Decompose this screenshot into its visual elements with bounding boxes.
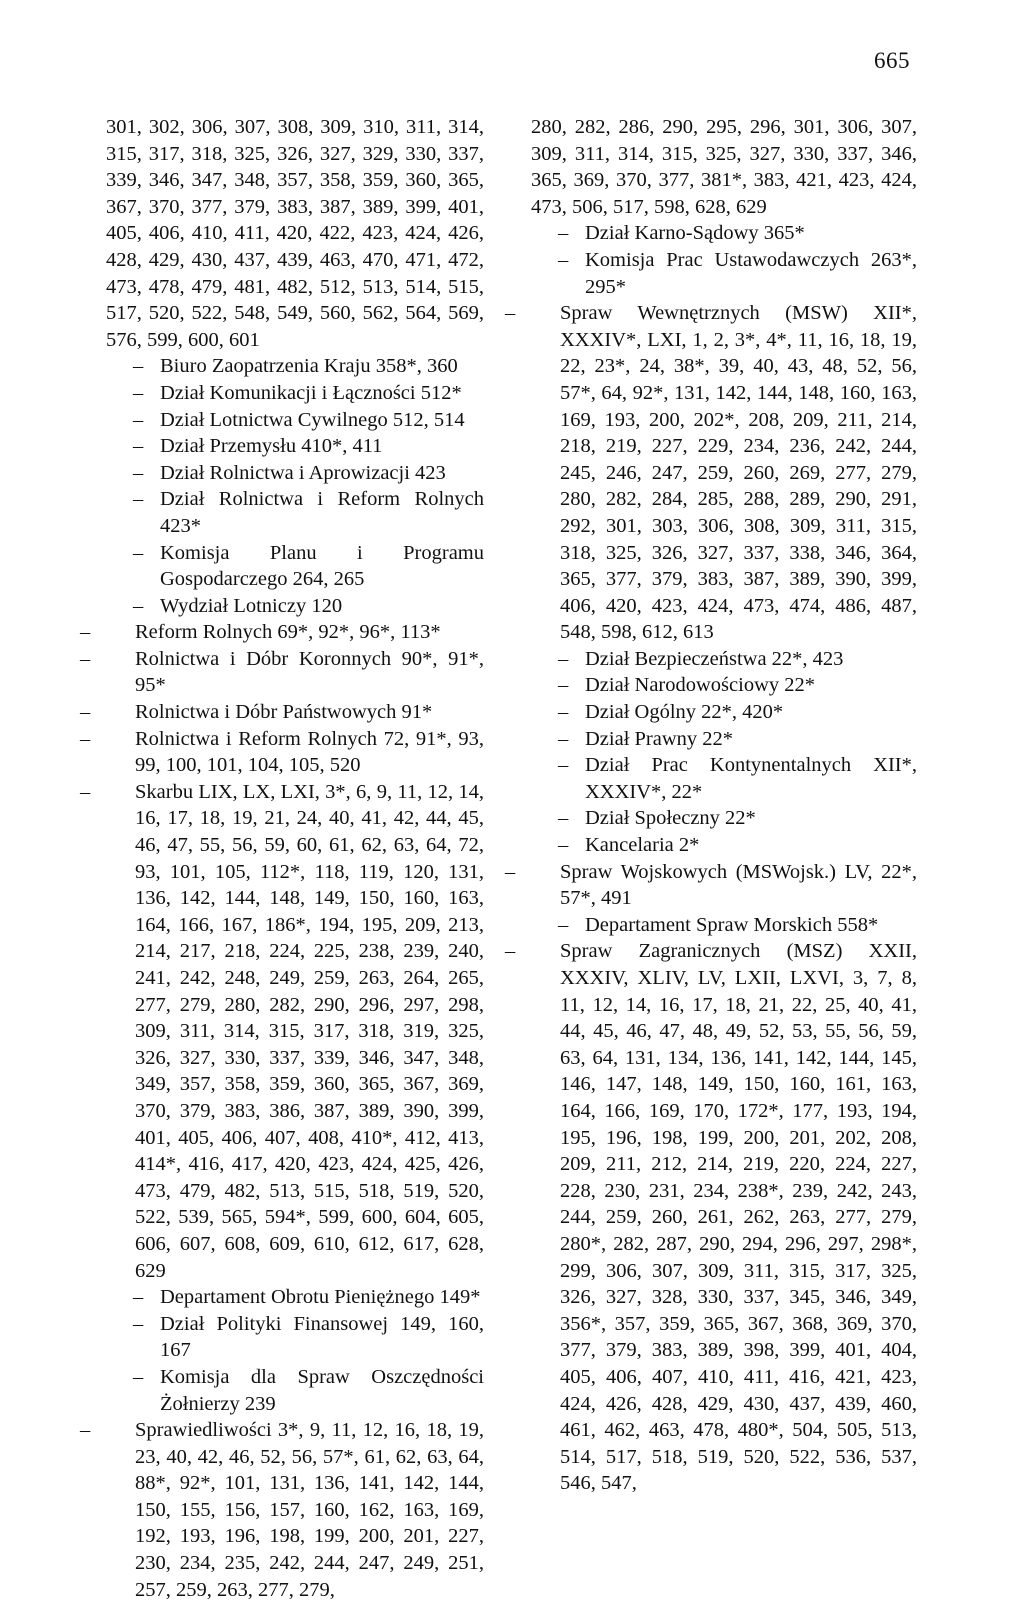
entry-text: 280, 282, 286, 290, 295, 296, 301, 306, 307, 309, 311, 314, 315, 325, 327, 330, 337, 346, 365, 369, 370, 377, 381*, 383, 421, 423, 424, 473, 506, 517, 598, 628, 629 <box>531 116 917 218</box>
index-entry <box>80 779 484 1284</box>
index-entry <box>531 832 917 859</box>
index-entry <box>531 247 917 300</box>
entry-text: Komisja Prac Ustawodawczych 263*, 295* <box>585 248 917 298</box>
entry-text: Wydział Lotniczy 120 <box>160 594 343 617</box>
entry-text: Spraw Wojskowych (MSWojsk.) LV, 22*, 57*, 491 <box>560 860 917 910</box>
index-entry <box>531 672 917 699</box>
entry-text: Dział Komunikacji i Łączności 512* <box>160 381 462 404</box>
index-entry <box>531 726 917 753</box>
entry-dash: – <box>505 860 516 883</box>
entry-dash: – <box>505 940 516 963</box>
entry-text: Komisja Planu i Programu Gospodarczego 264, 265 <box>160 541 484 591</box>
entry-text: Rolnictwa i Dóbr Koronnych 90*, 91*, 95* <box>135 647 484 697</box>
index-entry <box>106 433 484 460</box>
entry-text: Dział Prawny 22* <box>585 727 734 750</box>
index-column-left <box>80 114 484 1603</box>
entry-dash: – <box>558 834 569 857</box>
entry-dash: – <box>558 913 569 936</box>
entry-dash: – <box>133 1312 144 1335</box>
page-number: 665 <box>874 48 910 73</box>
entry-dash: – <box>558 807 569 830</box>
index-entry <box>80 699 484 726</box>
entry-dash: – <box>558 701 569 724</box>
index-column-right <box>505 114 917 1497</box>
entry-text: Reform Rolnych 69*, 92*, 96*, 113* <box>135 621 441 644</box>
index-entry <box>505 300 917 646</box>
index-entry <box>106 114 484 353</box>
index-entry <box>505 938 917 1496</box>
index-entry <box>106 1284 484 1311</box>
entry-text: Dział Narodowościowy 22* <box>585 674 816 697</box>
entry-text: Dział Społeczny 22* <box>585 807 756 830</box>
entry-dash: – <box>133 381 144 404</box>
entry-text: Dział Polityki Finansowej 149, 160, 167 <box>160 1312 484 1362</box>
index-entry <box>106 460 484 487</box>
entry-dash: – <box>558 248 569 271</box>
index-entry <box>106 407 484 434</box>
entry-text: Rolnictwa i Dóbr Państwowych 91* <box>135 701 433 724</box>
entry-text: Rolnictwa i Reform Rolnych 72, 91*, 93, 99, 100, 101, 104, 105, 520 <box>135 727 484 777</box>
entry-dash: – <box>133 461 144 484</box>
index-entry <box>80 726 484 779</box>
entry-dash: – <box>133 408 144 431</box>
index-entry <box>531 912 917 939</box>
entry-dash: – <box>133 488 144 511</box>
index-entry <box>80 1417 484 1603</box>
entry-dash: – <box>133 594 144 617</box>
entry-text: Dział Rolnictwa i Aprowizacji 423 <box>160 461 446 484</box>
index-entry <box>531 699 917 726</box>
entry-dash: – <box>80 780 91 803</box>
entry-text: Dział Rolnictwa i Reform Rolnych 423* <box>160 488 484 537</box>
entry-dash: – <box>558 222 569 245</box>
index-entry <box>531 752 917 805</box>
entry-text: Spraw Wewnętrznych (MSW) XII*, XXXIV*, LXI, 1, 2, 3*, 4*, 11, 16, 18, 19, 22, 23*, 24, 38*, 39, 40, 43, 48, 52, 56, 57*, 64, 92*, 131, 142, 144, 148, 160, 163, 169, 193, 200, 202*, 208, 209, 211, 214, 218, 219, 227, 229, 234, 236, 242, 244, 245, 246, 247, 259, 260, 269, 277, 279, 280, 282, 284, 285, 288, 289, 290, 291, 292, 301, 303, 306, 308, 309, 311, 315, 318, 325, 326, 327, 337, 338, 346, 364, 365, 377, 379, 383, 387, 389, 390, 399, 406, 420, 423, 424, 473, 474, 486, 487, 548, 598, 612, 613 <box>560 302 917 644</box>
index-entry <box>106 486 484 539</box>
entry-dash: – <box>133 1365 144 1388</box>
entry-dash: – <box>80 647 91 670</box>
entry-text: Sprawiedliwości 3*, 9, 11, 12, 16, 18, 19, 23, 40, 42, 46, 52, 56, 57*, 61, 62, 63, 64, 88*, 92*, 101, 131, 136, 141, 142, 144, 150, 155, 156, 157, 160, 162, 163, 169, 192, 193, 196, 198, 199, 200, 201, 227, 230, 234, 235, 242, 244, 247, 249, 251, 257, 259, 263, 277, 279, <box>135 1419 484 1601</box>
index-entry <box>531 805 917 832</box>
entry-dash: – <box>505 302 516 325</box>
entry-dash: – <box>558 647 569 670</box>
entry-text: Departament Obrotu Pieniężnego 149* <box>160 1286 481 1309</box>
entry-text: Spraw Zagranicznych (MSZ) XXII, XXXIV, XLIV, LV, LXII, LXVI, 3, 7, 8, 11, 12, 14, 16, 17, 18, 21, 22, 25, 40, 41, 44, 45, 46, 47, 48, 49, 52, 53, 55, 56, 59, 63, 64, 131, 134, 136, 141, 142, 144, 145, 146, 147, 148, 149, 150, 160, 161, 163, 164, 166, 169, 170, 172*, 177, 193, 194, 195, 196, 198, 199, 200, 201, 202, 208, 209, 211, 212, 214, 219, 220, 224, 227, 228, 230, 231, 234, 238*, 239, 242, 243, 244, 259, 260, 261, 262, 263, 277, 279, 280*, 282, 287, 290, 294, 296, 297, 298*, 299, 306, 307, 309, 311, 315, 317, 325, 326, 327, 328, 330, 337, 345, 346, 349, 356*, 357, 359, 365, 367, 368, 369, 370, 377, 379, 383, 389, 398, 399, 401, 404, 405, 406, 407, 410, 411, 416, 421, 423, 424, 426, 428, 429, 430, 437, 439, 460, 461, 462, 463, 478, 480*, 504, 505, 513, 514, 517, 518, 519, 520, 522, 536, 537, 546, 547, <box>560 940 917 1495</box>
index-entry <box>531 220 917 247</box>
index-entry <box>106 593 484 620</box>
index-entry <box>106 540 484 593</box>
entry-text: Komisja dla Spraw Oszczędności Żołnierzy 239 <box>160 1365 484 1415</box>
entry-dash: – <box>558 754 569 777</box>
entry-text: Dział Przemysłu 410*, 411 <box>160 435 383 458</box>
index-entry <box>106 380 484 407</box>
index-entry <box>106 1364 484 1417</box>
entry-text: Dział Bezpieczeństwa 22*, 423 <box>585 647 844 670</box>
entry-dash: – <box>133 541 144 564</box>
entry-text: Dział Karno-Sądowy 365* <box>585 222 805 245</box>
entry-dash: – <box>558 674 569 697</box>
index-entry <box>505 859 917 912</box>
entry-text: Biuro Zaopatrzenia Kraju 358*, 360 <box>160 355 458 378</box>
entry-text: 301, 302, 306, 307, 308, 309, 310, 311, 314, 315, 317, 318, 325, 326, 327, 329, 330, 337, 339, 346, 347, 348, 357, 358, 359, 360, 365, 367, 370, 377, 379, 383, 387, 389, 399, 401, 405, 406, 410, 411, 420, 422, 423, 424, 426, 428, 429, 430, 437, 439, 463, 470, 471, 472, 473, 478, 479, 481, 482, 512, 513, 514, 515, 517, 520, 522, 548, 549, 560, 562, 564, 569, 576, 599, 600, 601 <box>106 116 484 351</box>
entry-dash: – <box>80 701 91 724</box>
entry-dash: – <box>80 621 91 644</box>
index-entry <box>106 1311 484 1364</box>
index-entry <box>80 619 484 646</box>
entry-text: Dział Lotnictwa Cywilnego 512, 514 <box>160 408 465 431</box>
entry-dash: – <box>133 435 144 458</box>
index-entry <box>80 646 484 699</box>
entry-text: Skarbu LIX, LX, LXI, 3*, 6, 9, 11, 12, 14, 16, 17, 18, 19, 21, 24, 40, 41, 42, 44, 45, 46, 47, 55, 56, 59, 60, 61, 62, 63, 64, 72, 93, 101, 105, 112*, 118, 119, 120, 131, 136, 142, 144, 148, 149, 150, 160, 163, 164, 166, 167, 186*, 194, 195, 209, 213, 214, 217, 218, 224, 225, 238, 239, 240, 241, 242, 248, 249, 259, 263, 264, 265, 277, 279, 280, 282, 290, 296, 297, 298, 309, 311, 314, 315, 317, 318, 319, 325, 326, 327, 330, 337, 339, 346, 347, 348, 349, 357, 358, 359, 360, 365, 367, 369, 370, 379, 383, 386, 387, 389, 390, 399, 401, 405, 406, 407, 408, 410*, 412, 413, 414*, 416, 417, 420, 423, 424, 425, 426, 473, 479, 482, 513, 515, 518, 519, 520, 522, 539, 565, 594*, 599, 600, 604, 605, 606, 607, 608, 609, 610, 612, 617, 628, 629 <box>135 780 484 1282</box>
entry-dash: – <box>558 727 569 750</box>
entry-dash: – <box>80 727 91 750</box>
entry-text: Kancelaria 2* <box>585 834 700 857</box>
index-entry <box>531 114 917 220</box>
entry-dash: – <box>133 1286 144 1309</box>
entry-text: Dział Prac Kontynentalnych XII*, XXXIV*, 22* <box>585 754 917 803</box>
entry-dash: – <box>133 355 144 378</box>
index-entry <box>531 646 917 673</box>
index-entry <box>106 353 484 380</box>
entry-dash: – <box>80 1419 91 1442</box>
entry-text: Dział Ogólny 22*, 420* <box>585 701 784 724</box>
entry-text: Departament Spraw Morskich 558* <box>585 913 879 936</box>
